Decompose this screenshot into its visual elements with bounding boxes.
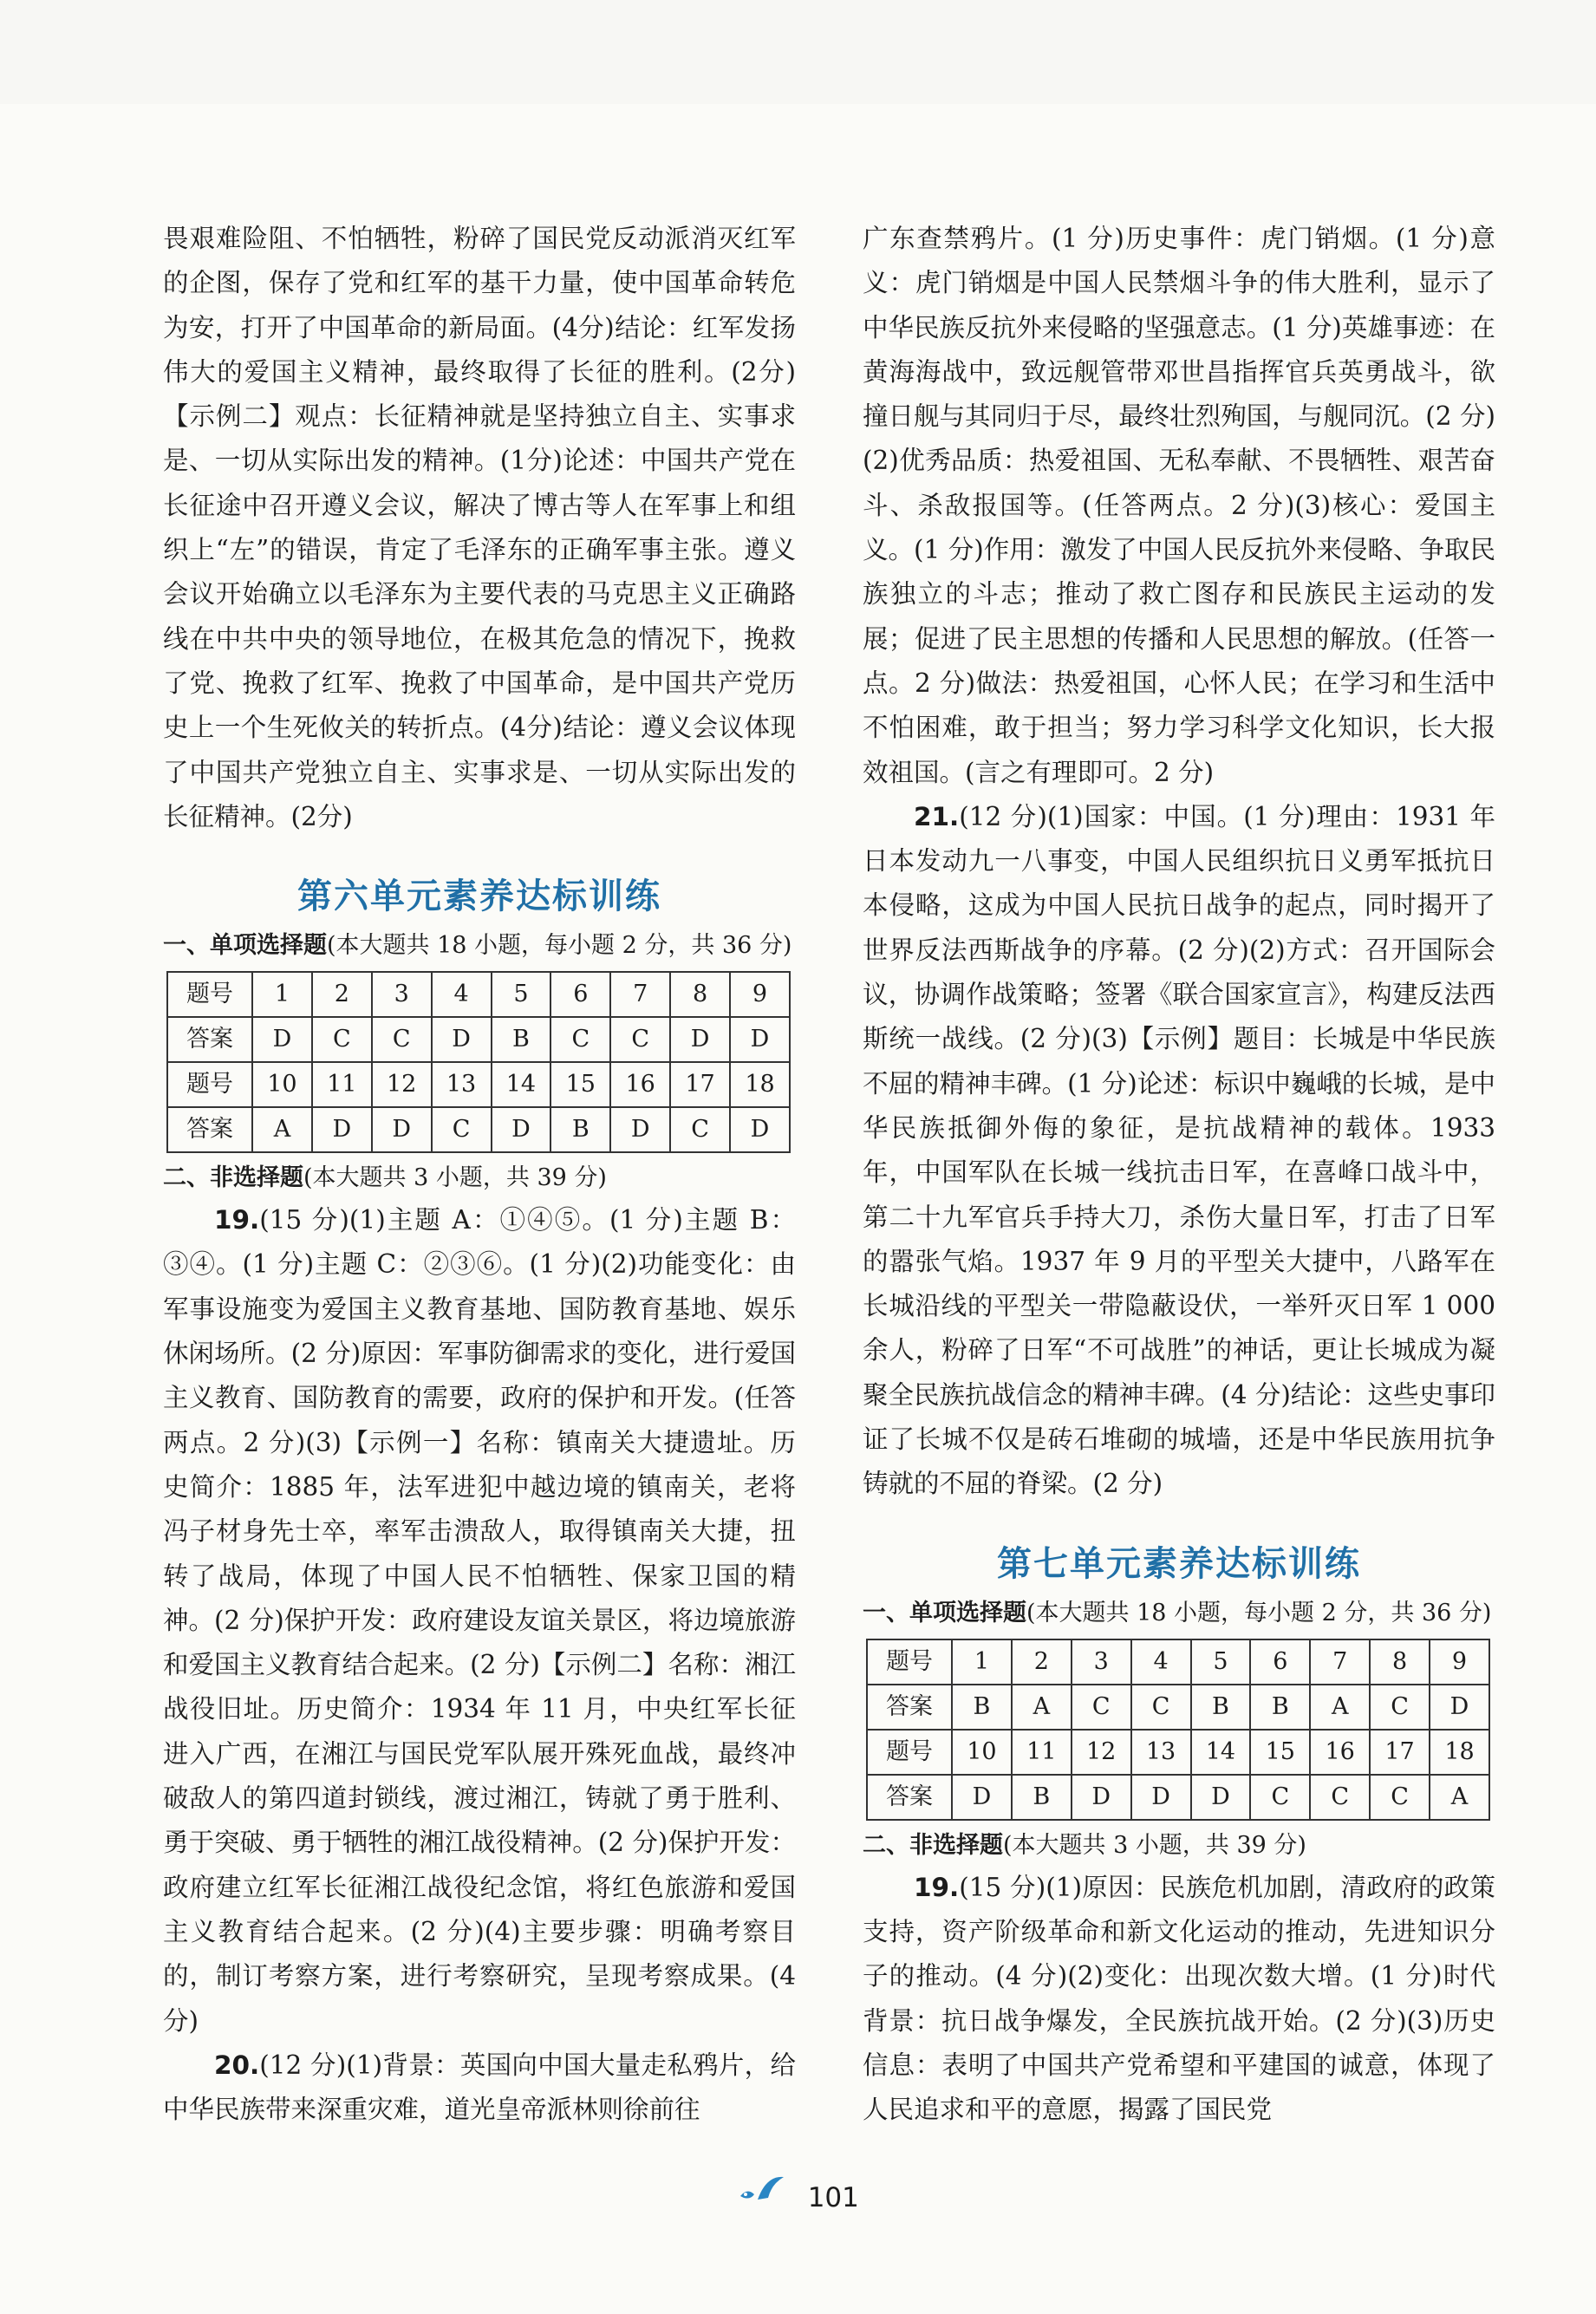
question-number: 20. (214, 2050, 260, 2080)
unit6-nonmcq-heading (163, 1158, 796, 1198)
paragraph-continued: 畏艰难险阻、不怕牺牲，粉碎了国民党反动派消灭红军的企图，保存了党和红军的基干力量，使中国革命转危为安，打开了中国革命的新局面。(4分)结论：红军发扬伟大的爱国主义精神，最终取得了长征的胜利。(2分)【示例二】观点：长征精神就是坚持独立自主、实事求是、一切从实际出发的精神。(1分)论述：中国共产党在长征途中召开遵义会议，解决了博古等人在军事上和组织上“左”的错误，肯定了毛泽东的正确军事主张。遵义会议开始确立以毛泽东为主要代表的马克思主义正确路线在中共中央的领导地位，在极其危急的情况下，挽救了党、挽救了红军、挽救了中国革命，是中国共产党历史上一个生死攸关的转折点。(4分)结论：遵义会议体现了中国共产党独立自主、实事求是、一切从实际出发的长征精神。(2分) (163, 224, 796, 831)
cell: D (610, 1107, 670, 1152)
cell: 10 (252, 1062, 312, 1107)
table-row (867, 1639, 1489, 1685)
cell: 7 (610, 972, 670, 1017)
cell: 15 (550, 1062, 610, 1107)
row-label: 答案 (167, 1107, 252, 1152)
cell: D (730, 1017, 790, 1062)
cell: C (372, 1017, 432, 1062)
cell: 12 (372, 1062, 432, 1107)
question-answer: (12 分)(1)背景：英国向中国大量走私鸦片，给中华民族带来深重灾难，道光皇帝派林则徐前往 (163, 2050, 796, 2125)
cell: 13 (432, 1062, 492, 1107)
cell: 2 (312, 972, 372, 1017)
cell: B (492, 1017, 551, 1062)
cell: 2 (1012, 1639, 1072, 1685)
cell: 3 (1072, 1639, 1131, 1685)
cell: B (1191, 1685, 1251, 1730)
cell: 13 (1131, 1730, 1191, 1775)
unit6-q20 (163, 2043, 796, 2133)
cell: 14 (1191, 1730, 1251, 1775)
question-number: 19. (914, 1872, 960, 1902)
cell: 4 (432, 972, 492, 1017)
cell: D (952, 1775, 1012, 1820)
cell: 9 (1430, 1639, 1489, 1685)
unit7-nonmcq-label: 二、非选择题 (863, 1831, 1003, 1859)
table-row (167, 1062, 790, 1107)
cell: 8 (1370, 1639, 1430, 1685)
question-answer: (12 分)(1)国家：中国。(1 分)理由：1931 年日本发动九一八事变，中国人民组织抗日义勇军抵抗日本侵略，这成为中国人民抗日战争的起点，同时揭开了世界反法西斯战争的序幕。(2 分)(2)方式：召开国际会议，协调作战策略；签署《联合国家宣言》，构建反法西斯统一战线。(2 分)(3)【示例】题目：长城是中华民族不屈的精神丰碑。(1 分)论述：标识中巍峨的长城，是中华民族抵御外侮的象征，是抗战精神的载体。1933 年，中国军队在长城一线抗击日军，在喜峰口战斗中，第二十九军官兵手持大刀，杀伤大量日军，打击了日军的嚣张气焰。1937 年 9 月的平型关大捷中，八路军在长城沿线的平型关一带隐蔽设伏，一举歼灭日军 1 000 余人，粉碎了日军“不可战胜”的神话，更让长城成为凝聚全民族抗战信念的精神丰碑。(4 分)结论：这些史事印证了长城不仅是砖石堆砌的城墙，还是中华民族用抗争铸就的不屈的脊梁。(2 分) (863, 801, 1495, 1499)
cell: D (1131, 1775, 1191, 1820)
row-label: 题号 (167, 972, 252, 1017)
question-answer: (15 分)(1)主题 A：①④⑤。(1 分)主题 B：③④。(1 分)主题 C：②③⑥。(1 分)(2)功能变化：由军事设施变为爱国主义教育基地、国防教育基地、娱乐休闲场所。(2 分)原因：军事防御需求的变化，进行爱国主义教育、国防教育的需要，政府的保护和开发。(任答两点。2 分)(3)【示例一】名称：镇南关大捷遗址。历史简介：1885 年，法军进犯中越边境的镇南关，老将冯子材身先士卒，率军击溃敌人，取得镇南关大捷，扭转了战局，体现了中国人民不怕牺牲、保家卫国的精神。(2 分)保护开发：政府建设友谊关景区，将边境旅游和爱国主义教育结合起来。(2 分)【示例二】名称：湘江战役旧址。历史简介：1934 年 11 月，中央红军长征进入广西，在湘江与国民党军队展开殊死血战，最终冲破敌人的第四道封锁线，渡过湘江，铸就了勇于胜利、勇于突破、勇于牺牲的湘江战役精神。(2 分)保护开发：政府建立红军长征湘江战役纪念馆，将红色旅游和爱国主义教育结合起来。(2 分)(4)主要步骤：明确考察目的，制订考察方案，进行考察研究，呈现考察成果。(4 分) (163, 1205, 796, 2036)
unit7-title: 第七单元素养达标训练 (997, 1543, 1361, 1584)
cell: 17 (1370, 1730, 1430, 1775)
cell: A (1310, 1685, 1370, 1730)
cell: C (1250, 1775, 1310, 1820)
cell: 18 (1430, 1730, 1489, 1775)
cell: D (670, 1017, 730, 1062)
cell: 12 (1072, 1730, 1131, 1775)
cell: 16 (610, 1062, 670, 1107)
table-row (167, 972, 790, 1017)
row-label: 答案 (167, 1017, 252, 1062)
cell: C (312, 1017, 372, 1062)
unit6-mcq-heading (163, 926, 796, 966)
cell: 10 (952, 1730, 1012, 1775)
cell: C (1310, 1775, 1370, 1820)
page-top-band (0, 0, 1596, 104)
cell: 18 (730, 1062, 790, 1107)
cell: 5 (492, 972, 551, 1017)
cell: 6 (1250, 1639, 1310, 1685)
cell: 11 (312, 1062, 372, 1107)
cell: A (1012, 1685, 1072, 1730)
cell: D (1191, 1775, 1251, 1820)
cell: C (610, 1017, 670, 1062)
cell: D (1072, 1775, 1131, 1820)
row-label: 题号 (167, 1062, 252, 1107)
cell: B (550, 1107, 610, 1152)
table-row (867, 1775, 1489, 1820)
unit6-q19 (163, 1198, 796, 2043)
unit7-mcq-label: 一、单项选择题 (863, 1599, 1026, 1626)
question-number: 21. (914, 801, 960, 831)
cell: D (252, 1017, 312, 1062)
bird-logo-svg (737, 2172, 789, 2206)
cell: 6 (550, 972, 610, 1017)
cell: A (1430, 1775, 1489, 1820)
unit6-mcq-desc: (本大题共 18 小题，每小题 2 分，共 36 分) (327, 932, 792, 960)
cell: 1 (952, 1639, 1012, 1685)
row-label: 答案 (867, 1775, 952, 1820)
cell: C (1370, 1775, 1430, 1820)
cell: B (1250, 1685, 1310, 1730)
table-row (867, 1685, 1489, 1730)
cell: B (1012, 1775, 1072, 1820)
page-footer (0, 2172, 1596, 2213)
row-label: 答案 (867, 1685, 952, 1730)
cell: 16 (1310, 1730, 1370, 1775)
cell: C (432, 1107, 492, 1152)
cell: C (670, 1107, 730, 1152)
table-row (867, 1730, 1489, 1775)
left-column (163, 217, 796, 2132)
cell: D (312, 1107, 372, 1152)
unit6-mcq-label: 一、单项选择题 (163, 932, 327, 960)
unit7-answer-table (866, 1639, 1490, 1821)
table-row (167, 1017, 790, 1062)
cell: 4 (1131, 1639, 1191, 1685)
unit6-title: 第六单元素养达标训练 (297, 877, 661, 917)
cell: D (372, 1107, 432, 1152)
cell: C (1131, 1685, 1191, 1730)
cell: B (952, 1685, 1012, 1730)
bird-logo-icon (737, 2183, 798, 2213)
cell: 17 (670, 1062, 730, 1107)
unit6-answer-table (166, 971, 791, 1153)
row-label: 题号 (867, 1730, 952, 1775)
cell: A (252, 1107, 312, 1152)
cell: 9 (730, 972, 790, 1017)
cell: C (1072, 1685, 1131, 1730)
cell: 1 (252, 972, 312, 1017)
cell: D (492, 1107, 551, 1152)
unit7-nonmcq-desc: (本大题共 3 小题，共 39 分) (1003, 1831, 1306, 1859)
unit6-nonmcq-desc: (本大题共 3 小题，共 39 分) (303, 1164, 607, 1192)
unit7-q19 (863, 1866, 1495, 2133)
cell: D (1430, 1685, 1489, 1730)
cell: C (1370, 1685, 1430, 1730)
cell: D (730, 1107, 790, 1152)
question-number: 19. (214, 1205, 260, 1235)
table-row (167, 1107, 790, 1152)
unit7-nonmcq-heading (863, 1826, 1495, 1866)
cell: 11 (1012, 1730, 1072, 1775)
question-answer: (15 分)(1)原因：民族危机加剧，清政府的政策支持，资产阶级革命和新文化运动的推动，先进知识分子的推动。(4 分)(2)变化：出现次数大增。(1 分)时代背景：抗日战争爆发，全民族抗战开始。(2 分)(3)历史信息：表明了中国共产党希望和平建国的诚意，体现了人民追求和平的意愿，揭露了国民党 (863, 1872, 1495, 2125)
unit6-q21 (863, 795, 1495, 1507)
cell: 14 (492, 1062, 551, 1107)
unit6-nonmcq-label: 二、非选择题 (163, 1164, 303, 1192)
cell: 5 (1191, 1639, 1251, 1685)
page-number: 101 (807, 2182, 859, 2213)
cell: 3 (372, 972, 432, 1017)
unit7-mcq-desc: (本大题共 18 小题，每小题 2 分，共 36 分) (1026, 1599, 1492, 1626)
right-column (863, 217, 1495, 2132)
cell: C (550, 1017, 610, 1062)
cell: 7 (1310, 1639, 1370, 1685)
paragraph-continued: 广东查禁鸦片。(1 分)历史事件：虎门销烟。(1 分)意义：虎门销烟是中国人民禁烟斗争的伟大胜利，显示了中华民族反抗外来侵略的坚强意志。(1 分)英雄事迹：在黄海海战中，致远舰管带邓世昌指挥官兵英勇战斗，欲撞日舰与其同归于尽，最终壮烈殉国，与舰同沉。(2 分)(2)优秀品质：热爱祖国、无私奉献、不畏牺牲、艰苦奋斗、杀敌报国等。(任答两点。2 分)(3)核心：爱国主义。(1 分)作用：激发了中国人民反抗外来侵略、争取民族独立的斗志；推动了救亡图存和民族民主运动的发展；促进了民主思想的传播和人民思想的解放。(任答一点。2 分)做法：热爱祖国，心怀人民；在学习和生活中不怕困难，敢于担当；努力学习科学文化知识，长大报效祖国。(言之有理即可。2 分) (863, 224, 1495, 787)
row-label: 题号 (867, 1639, 952, 1685)
cell: D (432, 1017, 492, 1062)
cell: 15 (1250, 1730, 1310, 1775)
unit7-mcq-heading (863, 1594, 1495, 1633)
cell: 8 (670, 972, 730, 1017)
